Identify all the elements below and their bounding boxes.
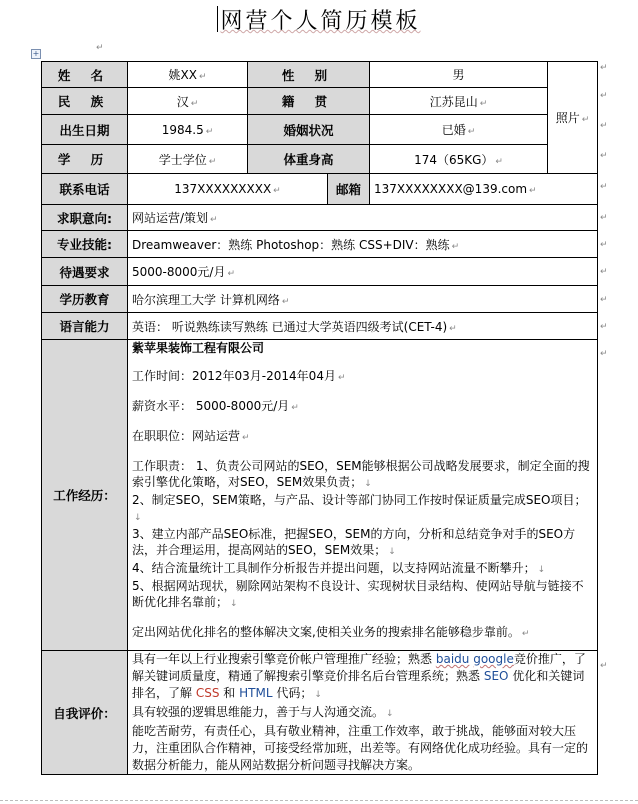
row-end-mark-icon: ↵ — [600, 121, 608, 131]
origin-value[interactable]: 江苏昆山 ↵ — [370, 88, 548, 115]
work-salary: 薪资水平： 5000-8000元/月 ↵ — [132, 399, 299, 413]
work-duty-3: 3、建立内部产品SEO标准，把握SEO，SEM的方向，分析和总结竞争对手的SEO方法，并合理运用，提高网站的SEO，SEM效果； ↓ — [132, 527, 576, 557]
gender-value[interactable]: 男 — [370, 62, 548, 88]
skills-label: 专业技能: — [42, 231, 128, 258]
work-label: 工作经历： — [42, 340, 128, 651]
resume-table — [41, 61, 598, 775]
work-period: 工作时间：2012年03月-2014年04月 ↵ — [132, 369, 346, 383]
edu-history-label: 学历教育 — [42, 286, 128, 313]
row-end-mark-icon: ↵ — [600, 322, 608, 332]
language-label: 语言能力 — [42, 313, 128, 340]
evaluation-content[interactable] — [128, 651, 598, 775]
paragraph-mark-icon: ↵ — [96, 43, 104, 53]
row-end-mark-icon: ↵ — [600, 63, 608, 73]
evaluation-line-3: 能吃苦耐劳，有责任心，具有敬业精神，注重工作效率，敢于挑战，能够面对较大压力，注重团队合作精神，可接受经常加班，出差等。有网络优化成功经验。具有一定的数据分析能力，能从网站数据分析问题寻找解决方案。 — [132, 724, 589, 772]
gender-label: 性 别 — [248, 62, 370, 88]
table-move-handle-icon[interactable]: + — [32, 49, 40, 58]
work-duty-1: 工作职责： 1、负责公司网站的SEO，SEM能够根据公司战略发展要求，制定全面的搜索引擎优化策略，对SEO，SEM效果负责； ↓ — [132, 459, 590, 489]
email-label: 邮箱 — [328, 174, 370, 205]
title-text: 网营个人简历模板 — [220, 9, 421, 34]
name-label: 姓 名 — [42, 62, 128, 88]
dob-value[interactable]: 1984.5 ↵ — [128, 115, 248, 145]
evaluation-label: 自我评价： — [42, 651, 128, 775]
work-duty-5: 5、根据网站现状，剔除网站架构不良设计、实现树状目录结构、使网站导航与链接不断优化排名靠前； ↓ — [132, 579, 584, 609]
ethnicity-label: 民 族 — [42, 88, 128, 115]
work-duty-2: 2、制定SEO，SEM策略，与产品、设计等部门协同工作按时保证质量完成SEO项目；↓ — [132, 493, 587, 523]
salary-value[interactable]: 5000-8000元/月 ↵ — [128, 258, 598, 286]
work-summary: 定出网站优化排名的整体解决文案,使相关业务的搜索排名能够稳步靠前。 ↵ — [132, 625, 530, 639]
education-label: 学 历 — [42, 145, 128, 174]
phone-label: 联系电话 — [42, 174, 128, 205]
row-end-mark-icon: ↵ — [600, 661, 608, 671]
name-value[interactable]: 姚XX ↵ — [128, 62, 248, 88]
skills-value[interactable]: Dreamweaver：熟练 Photoshop：熟练 CSS+DIV：熟练 ↵ — [128, 231, 598, 258]
email-value[interactable]: 137XXXXXXXX@139.com ↵ — [370, 174, 598, 205]
row-end-mark-icon: ↵ — [600, 349, 608, 359]
row-end-mark-icon: ↵ — [600, 151, 608, 161]
row-end-mark-icon: ↵ — [600, 267, 608, 277]
page-bottom-divider — [0, 800, 638, 802]
intent-value[interactable]: 网站运营/策划 ↵ — [128, 205, 598, 231]
row-end-mark-icon: ↵ — [600, 213, 608, 223]
education-value[interactable]: 学士学位 ↵ — [128, 145, 248, 174]
body-label: 体重身高 — [248, 145, 370, 174]
row-end-mark-icon: ↵ — [600, 240, 608, 250]
phone-value[interactable]: 137XXXXXXXXX ↵ — [128, 174, 328, 205]
row-end-mark-icon: ↵ — [600, 295, 608, 305]
work-company: 紫苹果装饰工程有限公司 — [132, 341, 265, 355]
salary-label: 待遇要求 — [42, 258, 128, 286]
photo-cell[interactable]: 照片 ↵ — [548, 62, 598, 174]
dob-label: 出生日期 — [42, 115, 128, 145]
origin-label: 籍 贯 — [248, 88, 370, 115]
language-value[interactable]: 英语： 听说熟练读写熟练 已通过大学英语四级考试(CET-4) ↵ — [128, 313, 598, 340]
document-title — [0, 4, 638, 35]
work-position: 在职职位：网站运营 ↵ — [132, 429, 250, 443]
marital-label: 婚姻状况 — [248, 115, 370, 145]
marital-value[interactable]: 已婚 ↵ — [370, 115, 548, 145]
evaluation-line-1: 具有一年以上行业搜索引擎竞价帐户管理推广经验；熟悉 baidu google竞价推广，了解关键词质量度，精通了解搜索引擎竞价排名后台管理系统；熟悉 SEO 优化和关键词排名，了解 CSS 和 HTML 代码； ↓ — [132, 652, 586, 700]
work-content[interactable] — [128, 340, 598, 651]
row-end-mark-icon: ↵ — [600, 182, 608, 192]
evaluation-line-2: 具有较强的逻辑思维能力，善于与人沟通交流。 ↓ — [132, 705, 394, 719]
work-duty-4: 4、结合流量统计工具制作分析报告并提出问题，以支持网站流量不断攀升； ↓ — [132, 561, 546, 575]
edu-history-value[interactable]: 哈尔滨理工大学 计算机网络 ↵ — [128, 286, 598, 313]
text-cursor — [217, 6, 218, 32]
intent-label: 求职意向: — [42, 205, 128, 231]
ethnicity-value[interactable]: 汉 ↵ — [128, 88, 248, 115]
row-end-mark-icon: ↵ — [600, 91, 608, 101]
body-value[interactable]: 174（65KG） ↵ — [370, 145, 548, 174]
